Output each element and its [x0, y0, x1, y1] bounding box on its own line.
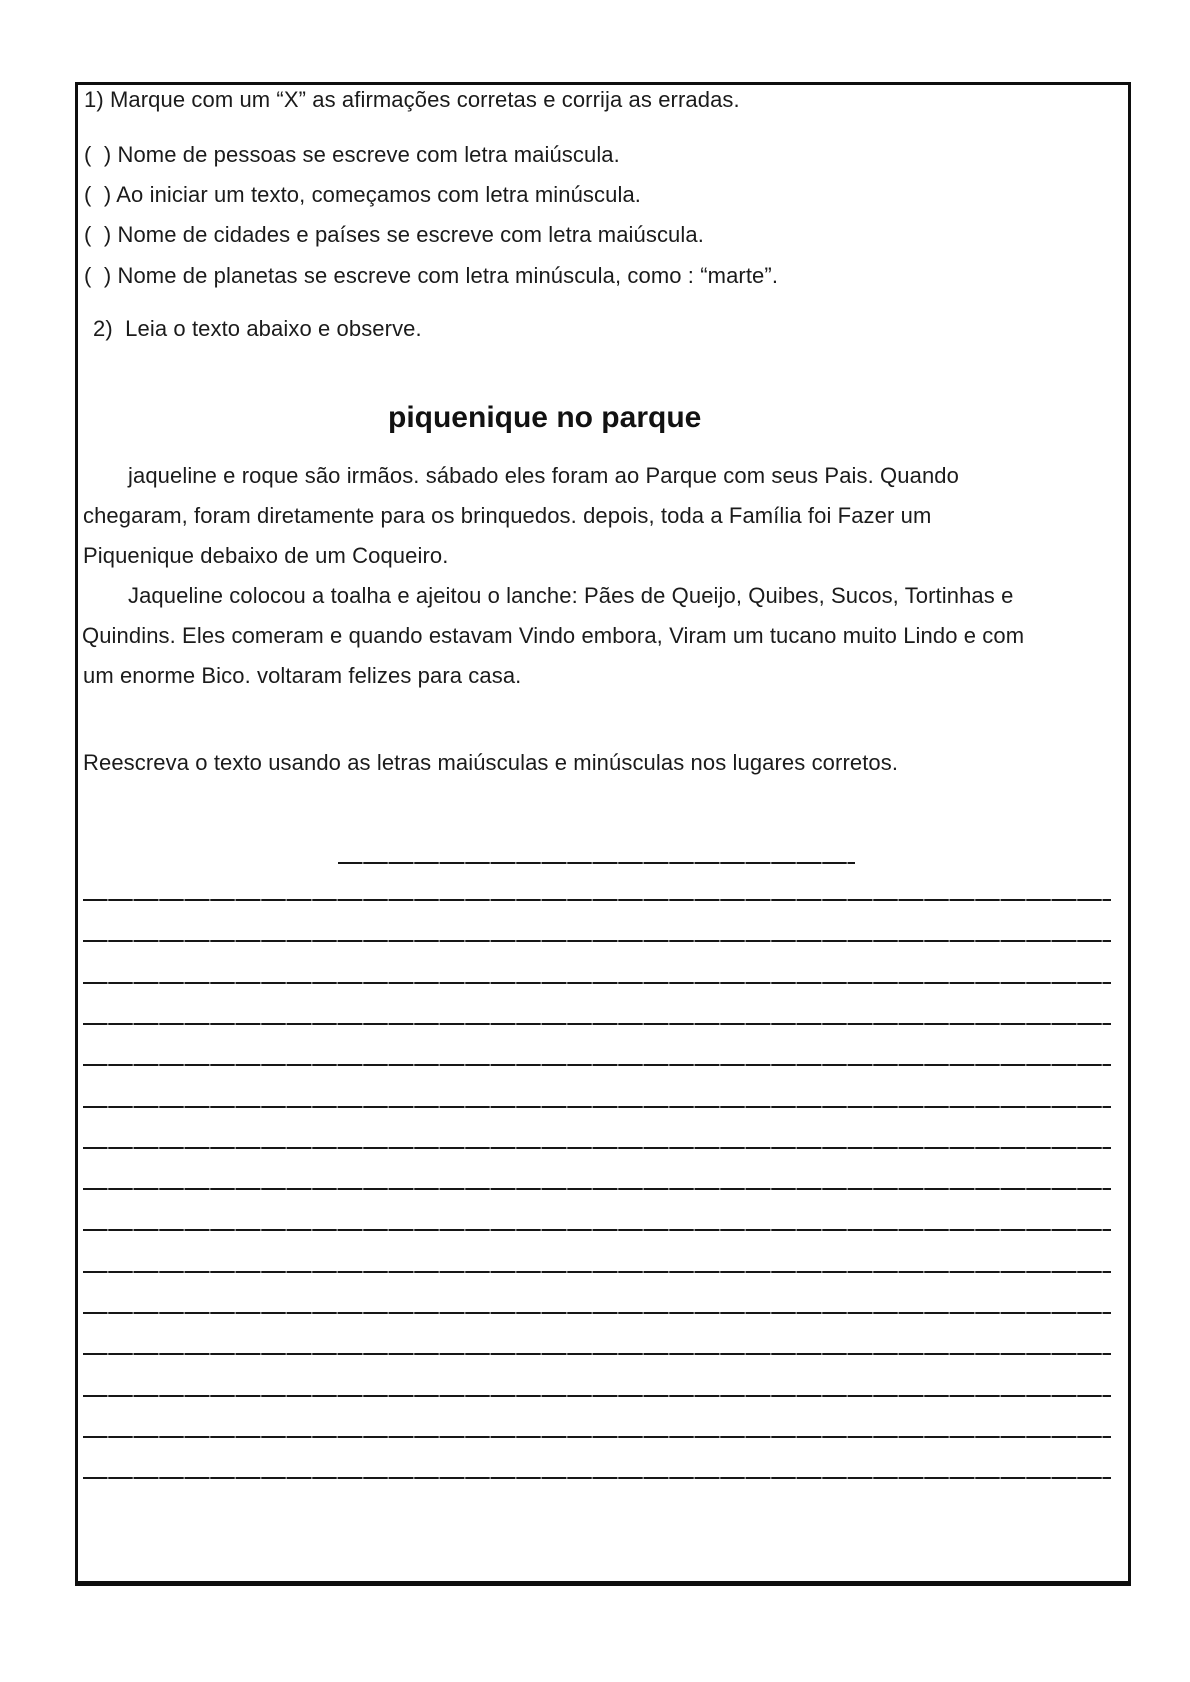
- paragraph1-line3: Piquenique debaixo de um Coqueiro.: [83, 543, 449, 568]
- exercise1-item-planetas: ( ) Nome de planetas se escreve com letra minúscula, como : “marte”.: [84, 263, 779, 288]
- writing-line: [83, 1188, 1111, 1190]
- writing-line: [83, 899, 1111, 901]
- worksheet-border-box: [75, 82, 1131, 1586]
- writing-line: [83, 1436, 1111, 1438]
- exercise2-instruction: 2) Leia o texto abaixo e observe.: [93, 316, 422, 341]
- exercise1-instruction: 1) Marque com um “X” as afirmações corretas e corrija as erradas.: [84, 87, 740, 112]
- answer-title-blank-line: [338, 862, 855, 864]
- writing-line: [83, 1023, 1111, 1025]
- exercise1-item-cidades-paises: ( ) Nome de cidades e países se escreve com letra maiúscula.: [84, 222, 704, 247]
- writing-line: [83, 1106, 1111, 1108]
- writing-line: [83, 1477, 1111, 1479]
- writing-line: [83, 1312, 1111, 1314]
- paragraph2-line3: um enorme Bico. voltaram felizes para casa.: [83, 663, 522, 688]
- paragraph1-line2: chegaram, foram diretamente para os brinquedos. depois, toda a Família foi Fazer um: [83, 503, 932, 528]
- writing-line: [83, 1395, 1111, 1397]
- writing-line: [83, 1147, 1111, 1149]
- writing-line: [83, 940, 1111, 942]
- exercise1-item-iniciar-texto: ( ) Ao iniciar um texto, começamos com letra minúscula.: [84, 182, 642, 207]
- rewrite-instruction: Reescreva o texto usando as letras maiúsculas e minúsculas nos lugares corretos.: [83, 750, 899, 775]
- writing-line: [83, 1229, 1111, 1231]
- exercise1-item-pessoas: ( ) Nome de pessoas se escreve com letra maiúscula.: [84, 142, 620, 167]
- writing-line: [83, 982, 1111, 984]
- writing-line: [83, 1271, 1111, 1273]
- reading-text-title: piquenique no parque: [388, 401, 702, 434]
- paragraph2-line1: Jaqueline colocou a toalha e ajeitou o lanche: Pães de Queijo, Quibes, Sucos, Tortinhas e: [128, 583, 1014, 608]
- writing-line: [83, 1353, 1111, 1355]
- paragraph2-line2: Quindins. Eles comeram e quando estavam Vindo embora, Viram um tucano muito Lindo e com: [82, 623, 1025, 648]
- writing-line: [83, 1064, 1111, 1066]
- paragraph1-line1: jaqueline e roque são irmãos. sábado eles foram ao Parque com seus Pais. Quando: [128, 463, 959, 488]
